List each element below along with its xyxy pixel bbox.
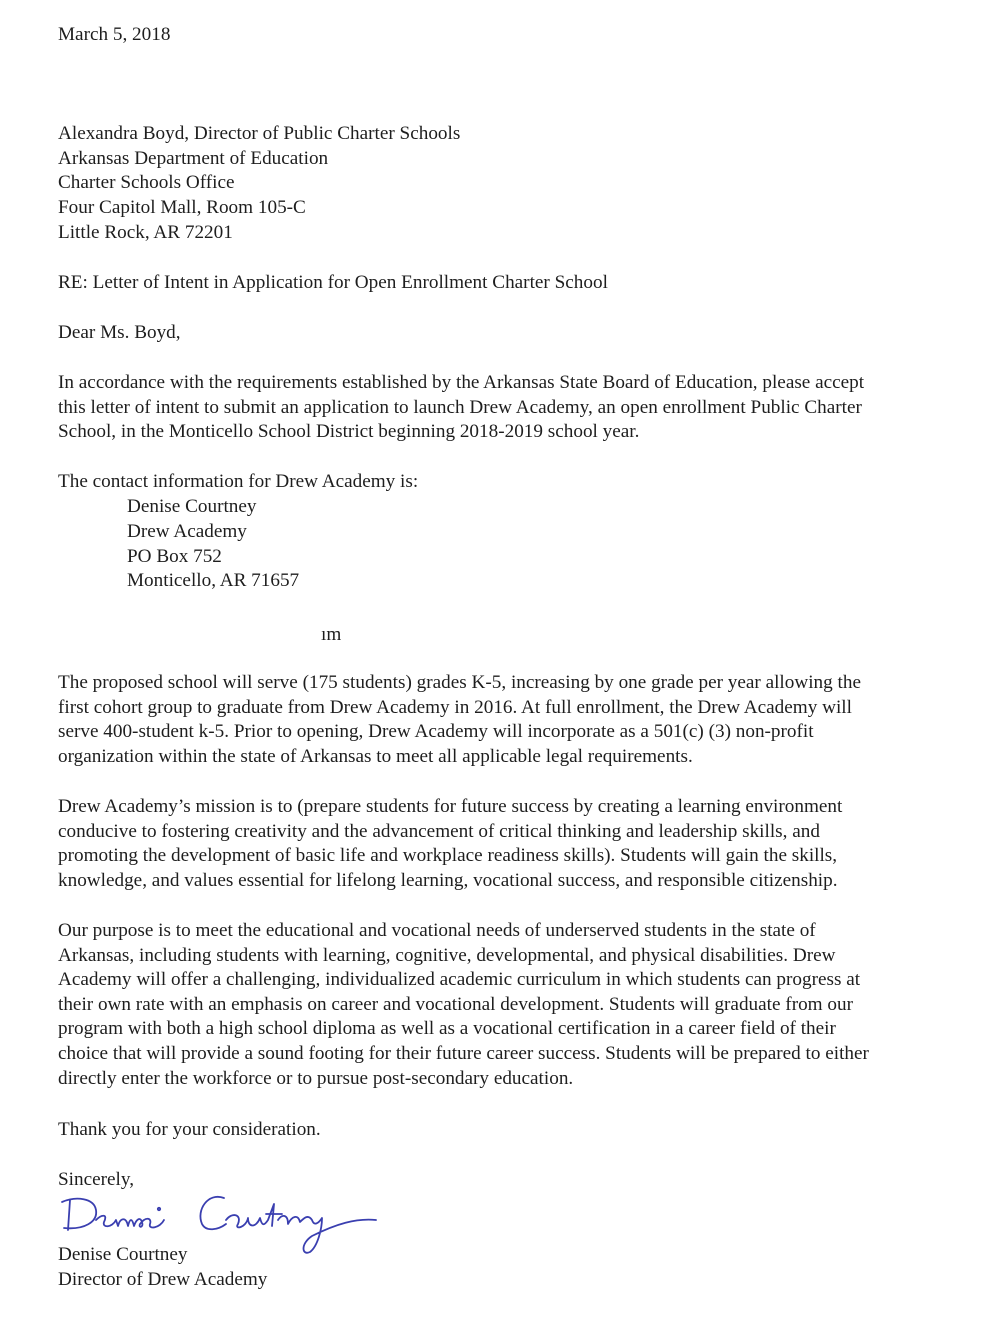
redacted-fragment: ım <box>321 624 342 645</box>
paragraph-line: The proposed school will serve (175 students) grades K-5, increasing by one grade per year allowing the <box>58 672 861 693</box>
paragraph-line: knowledge, and values essential for lifelong learning, vocational success, and responsible citizenship. <box>58 869 838 891</box>
paragraph-line: choice that will provide a sound footing for their future career success. Students will be prepared to either <box>58 1042 869 1064</box>
paragraph-line: Our purpose is to meet the educational and vocational needs of underserved students in the state of <box>58 920 816 941</box>
paragraph-line: Arkansas, including students with learning, cognitive, developmental, and physical disabilities. Drew <box>58 944 836 966</box>
paragraph-line: Academy will offer a challenging, individualized academic curriculum in which students can progress at <box>58 969 861 991</box>
contact-heading: The contact information for Drew Academy is: <box>58 471 419 492</box>
recipient-line: Arkansas Department of Education <box>58 148 329 169</box>
paragraph-proposal <box>58 671 978 769</box>
paragraph-line: Drew Academy’s mission is to (prepare students for future success by creating a learning environment <box>58 796 843 817</box>
contact-line: Drew Academy <box>127 521 247 542</box>
salutation: Dear Ms. Boyd, <box>58 322 181 343</box>
subject-line: RE: Letter of Intent in Application for Open Enrollment Charter School <box>58 272 608 293</box>
paragraph-line: directly enter the workforce or to pursue post-secondary education. <box>58 1067 574 1089</box>
recipient-line: Four Capitol Mall, Room 105-C <box>58 197 306 218</box>
signature-stroke <box>96 1216 164 1228</box>
contact-line: PO Box 752 <box>127 546 222 567</box>
paragraph-line: this letter of intent to submit an application to launch Drew Academy, an open enrollment Public Charter <box>58 396 862 418</box>
paragraph-line: promoting the development of basic life and workplace readiness skills). Students will gain the skills, <box>58 845 838 867</box>
paragraph-line: first cohort group to graduate from Drew Academy in 2016. At full enrollment, the Drew Academy will <box>58 696 852 718</box>
recipient-line: Charter Schools Office <box>58 172 235 193</box>
paragraph-line: their own rate with an emphasis on career and vocational development. Students will graduate from our <box>58 993 853 1015</box>
signature-stroke <box>200 1197 226 1229</box>
contact-line: Denise Courtney <box>127 496 257 517</box>
closing-thanks: Thank you for your consideration. <box>58 1119 321 1140</box>
signature-stroke <box>62 1199 96 1230</box>
paragraph-purpose <box>58 919 978 1091</box>
signer-name: Denise Courtney <box>58 1244 188 1265</box>
paragraph-line: organization within the state of Arkansas to meet all applicable legal requirements. <box>58 745 693 767</box>
signature-stroke <box>226 1204 376 1253</box>
contact-line: Monticello, AR 71657 <box>127 570 300 591</box>
recipient-line: Alexandra Boyd, Director of Public Charter Schools <box>58 123 461 144</box>
signer-title: Director of Drew Academy <box>58 1269 268 1290</box>
paragraph-line: conducive to fostering creativity and the advancement of critical thinking and leadership skills, and <box>58 820 820 842</box>
paragraph-mission <box>58 795 978 893</box>
paragraph-line: program with both a high school diploma as well as a vocational certification in a career field of their <box>58 1018 836 1040</box>
paragraph-line: In accordance with the requirements established by the Arkansas State Board of Education, please accept <box>58 372 865 393</box>
paragraph-line: School, in the Monticello School District beginning 2018-2019 school year. <box>58 421 640 443</box>
letter-date: March 5, 2018 <box>58 24 171 45</box>
recipient-line: Little Rock, AR 72201 <box>58 222 233 243</box>
closing: Sincerely, <box>58 1169 135 1190</box>
paragraph-line: serve 400-student k-5. Prior to opening, Drew Academy will incorporate as a 501(c) (3) non-profit <box>58 721 814 743</box>
signature-dot <box>158 1208 160 1210</box>
paragraph-intro <box>58 371 978 445</box>
